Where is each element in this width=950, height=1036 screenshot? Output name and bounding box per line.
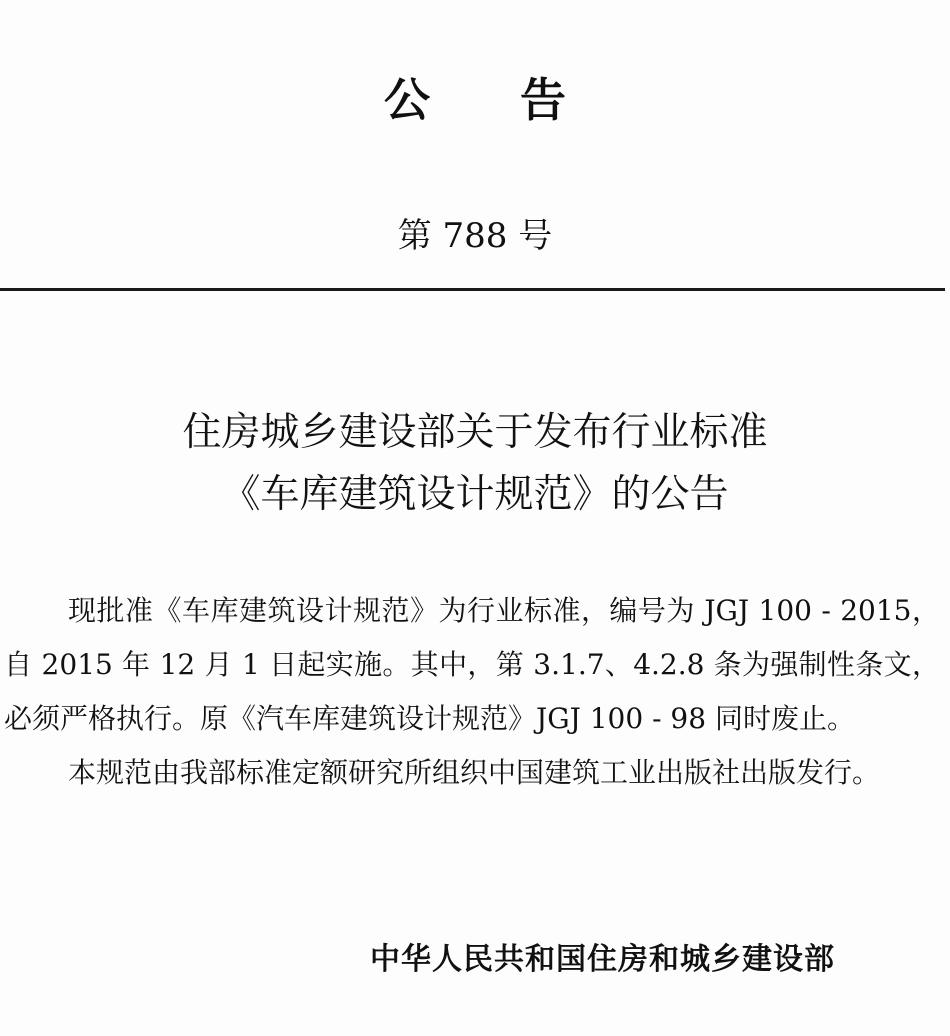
document-title: 公告 — [384, 73, 656, 127]
issuing-authority-signature: 中华人民共和国住房和城乡建设部 — [370, 942, 835, 977]
headline-line-2: 《车库建筑设计规范》的公告 — [221, 472, 729, 517]
announcement-number: 第 788 号 — [397, 216, 553, 256]
announcement-body — [4, 584, 940, 800]
announcement-headline — [0, 402, 950, 526]
body-paragraph-2: 本规范由我部标准定额研究所组织中国建筑工业出版社出版发行。 — [68, 756, 881, 789]
body-paragraph-1: 现批准《车库建筑设计规范》为行业标准，编号为 JGJ 100 - 2015，自 2015 年 12 月 1 日起实施。其中，第 3.1.7、4.2.8 条为强制性条文，必须严格执行。原《汽车库建筑设计规范》JGJ 100 - 98 同时废止。 — [4, 594, 940, 735]
headline-line-1: 住房城乡建设部关于发布行业标准 — [182, 410, 768, 455]
horizontal-rule — [0, 288, 945, 291]
